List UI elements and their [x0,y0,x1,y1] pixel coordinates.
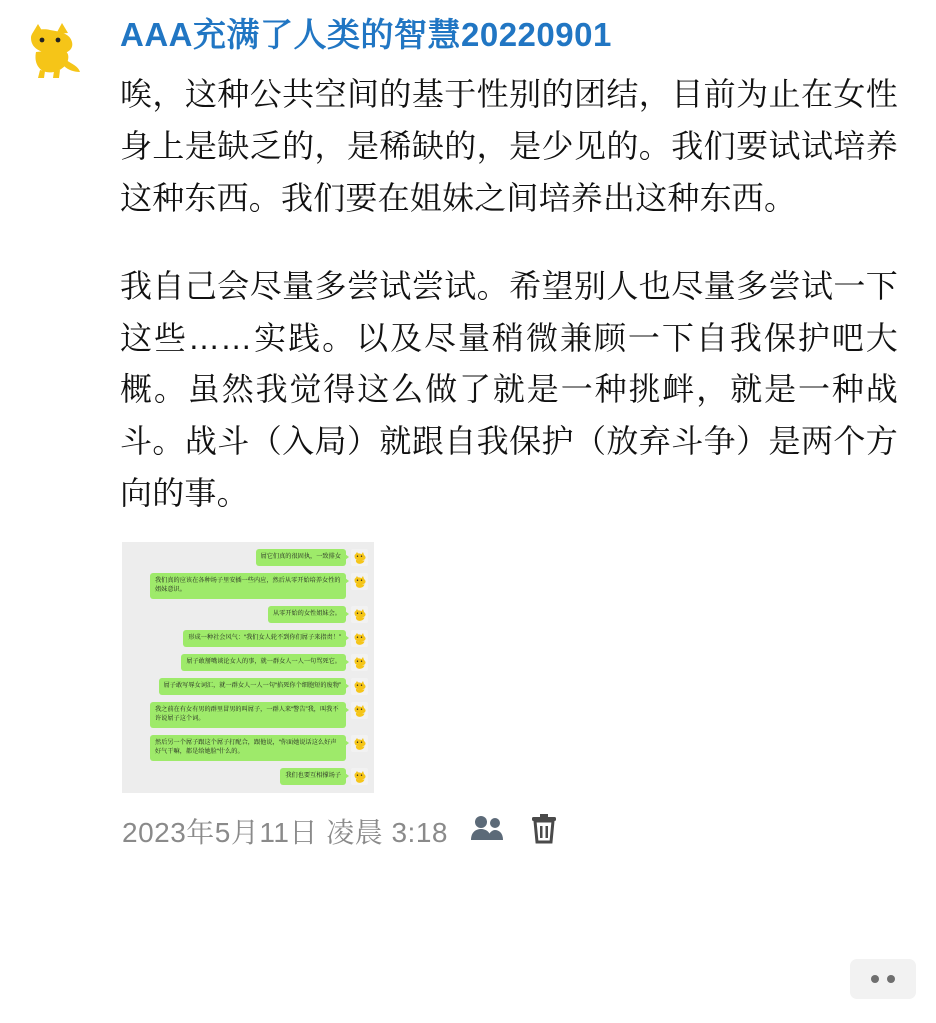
post-author-name[interactable]: AAA充满了人类的智慧20220901 [120,16,612,53]
mention-users-icon[interactable] [470,813,504,848]
chat-bubble: 屌它们真的很固执，一致排女 [256,549,346,566]
more-options-button[interactable] [850,959,916,999]
chat-mini-avatar-icon [351,654,368,671]
post-text [120,69,898,520]
ellipsis-dot-icon [887,975,895,983]
chat-mini-avatar-icon [351,549,368,566]
post-timestamp: 2023年5月11日 凌晨 3:18 [122,816,448,848]
chat-bubble: 然后另一个屌子跟这个屌子打配合，跟他说，“你面她说话这么好声好气干嘛，都是给她脸“什么的。 [150,735,346,761]
chat-message-row [128,573,368,599]
chat-bubble: 形成一种社会风气：“我们女人轮不到你们屌子来指责！” [183,630,346,647]
ellipsis-dot-icon [871,975,879,983]
chat-message-row [128,678,368,695]
chat-mini-avatar-icon [351,735,368,752]
chat-mini-avatar-icon [351,678,368,695]
post-footer [122,811,898,851]
chat-message-row [128,654,368,671]
chat-mini-avatar-icon [351,606,368,623]
post-paragraph-1: 唉，这种公共空间的基于性别的团结，目前为止在女性身上是缺乏的，是稀缺的，是少见的。我们要试试培养这种东西。我们要在姐妹之间培养出这种东西。 [120,76,898,216]
chat-bubble: 屌子敢写辱女词汇，就一群女人一人一句“掐死你个细胞短的废物” [159,678,346,695]
chat-mini-avatar-icon [351,702,368,719]
chat-message-row [128,735,368,761]
chat-mini-avatar-icon [351,573,368,590]
footer-icons [470,812,584,849]
chat-message-row [128,630,368,647]
yellow-cat-avatar-icon [22,20,84,82]
chat-message-row [128,768,368,785]
chat-mini-avatar-icon [351,768,368,785]
delete-icon[interactable] [530,812,558,849]
chat-message-row [128,606,368,623]
post-body [120,14,916,851]
avatar[interactable] [22,20,84,82]
chat-message-row [128,702,368,728]
chat-message-row [128,549,368,566]
chat-bubble: 我们真的应该在各种场子里安插一些内应，然后从零开始培养女性的姐妹意识。 [150,573,346,599]
chat-bubble: 屌子敢掰嘴谈论女人的事，就一群女人一人一句骂死它。 [181,654,346,671]
chat-bubble: 我们也要互相撑场子 [280,768,346,785]
chat-mini-avatar-icon [351,630,368,647]
embedded-chat-screenshot[interactable] [122,542,374,793]
post-paragraph-2: 我自己会尽量多尝试尝试。希望别人也尽量多尝试一下这些……实践。以及尽量稍微兼顾一下自我保护吧大概。虽然我觉得这么做了就是一种挑衅，就是一种战斗。战斗（入局）就跟自我保护（放弃斗争）是两个方向的事。 [120,267,898,512]
chat-bubble: 我之前在有女有男的群里冒男的叫屌子，一群人来“警告”我，叫我不许说屌子这个词。 [150,702,346,728]
chat-bubble: 从零开始的女性姐妹会。 [268,606,346,623]
